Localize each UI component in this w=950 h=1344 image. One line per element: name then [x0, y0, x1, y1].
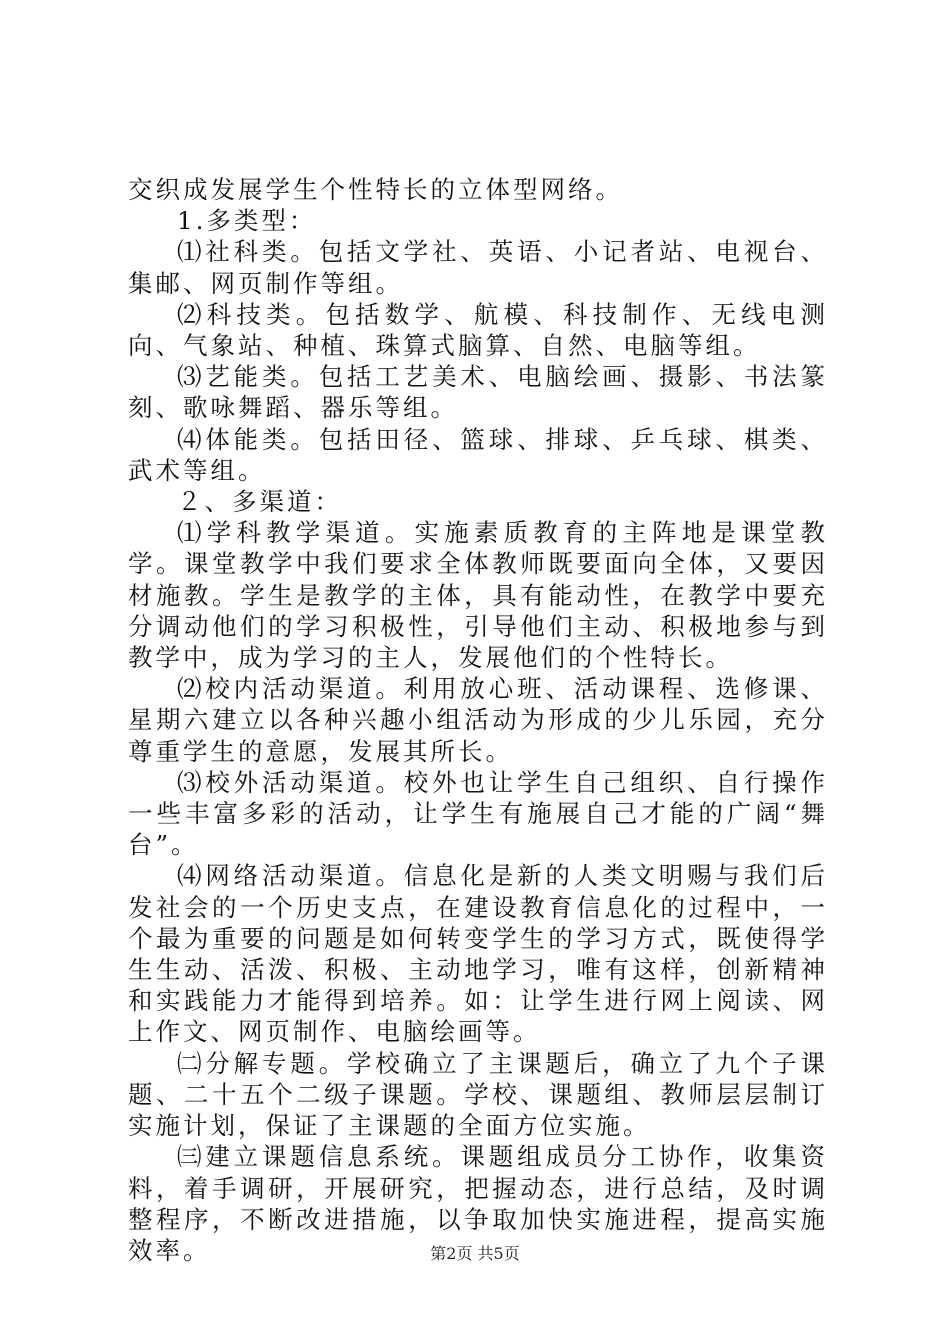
- section-heading-multi-type: 1.多类型：: [177, 206, 317, 236]
- list-item-subject-teaching: ⑴学科教学渠道。实施素质教育的主阵地是课堂教学。课堂教学中我们要求全体教师既要面向全体，又要因材施教。学生是教学的主体，具有能动性，在教学中要充分调动他们的学习积极性，引导他们主动、积极地参与到教学中，成为学习的主人，发展他们的个性特长。: [128, 518, 828, 673]
- document-body: [128, 174, 828, 1266]
- list-item-social-science: ⑴社科类。包括文学社、英语、小记者站、电视台、集邮、网页制作等组。: [128, 237, 828, 298]
- section-heading-multi-channel: ２、多渠道：: [177, 487, 342, 517]
- list-item-network-activities: ⑷网络活动渠道。信息化是新的人类文明赐与我们后发社会的一个历史支点，在建设教育信息化的过程中，一个最为重要的问题是如何转变学生的学习方式，既使得学生生动、活泼、积极、主动地学习，唯有这样，创新精神和实践能力才能得到培养。如：让学生进行网上阅读、网上作文、网页制作、电脑绘画等。: [128, 861, 828, 1047]
- list-item-off-campus-activities: ⑶校外活动渠道。校外也让学生自己组织、自行操作一些丰富多彩的活动，让学生有施展自己才能的广阔“舞台”。: [128, 767, 828, 860]
- page-number-footer: 第2页 共5页: [430, 1244, 520, 1263]
- paragraph-info-system: ㈢建立课题信息系统。课题组成员分工协作，收集资料，着手调研，开展研究，把握动态，进行总结，及时调整程序，不断改进措施，以争取加快实施进程，提高实施效率。: [128, 1142, 828, 1265]
- list-item-arts: ⑶艺能类。包括工艺美术、电脑绘画、摄影、书法篆刻、歌咏舞蹈、器乐等组。: [128, 362, 828, 423]
- paragraph-continuation: 交织成发展学生个性特长的立体型网络。: [128, 175, 623, 204]
- paragraph-decompose-topics: ㈡分解专题。学校确立了主课题后，确立了九个子课题、二十五个二级子课题。学校、课题组、教师层层制订实施计划，保证了主课题的全面方位实施。: [128, 1048, 828, 1141]
- list-item-sports: ⑷体能类。包括田径、篮球、排球、乒乓球、棋类、武术等组。: [128, 424, 828, 485]
- list-item-science-tech: ⑵科技类。包括数学、航模、科技制作、无线电测向、气象站、种植、珠算式脑算、自然、电脑等组。: [128, 299, 828, 361]
- list-item-in-school-activities: ⑵校内活动渠道。利用放心班、活动课程、选修课、星期六建立以各种兴趣小组活动为形成的少儿乐园，充分尊重学生的意愿，发展其所长。: [128, 674, 828, 766]
